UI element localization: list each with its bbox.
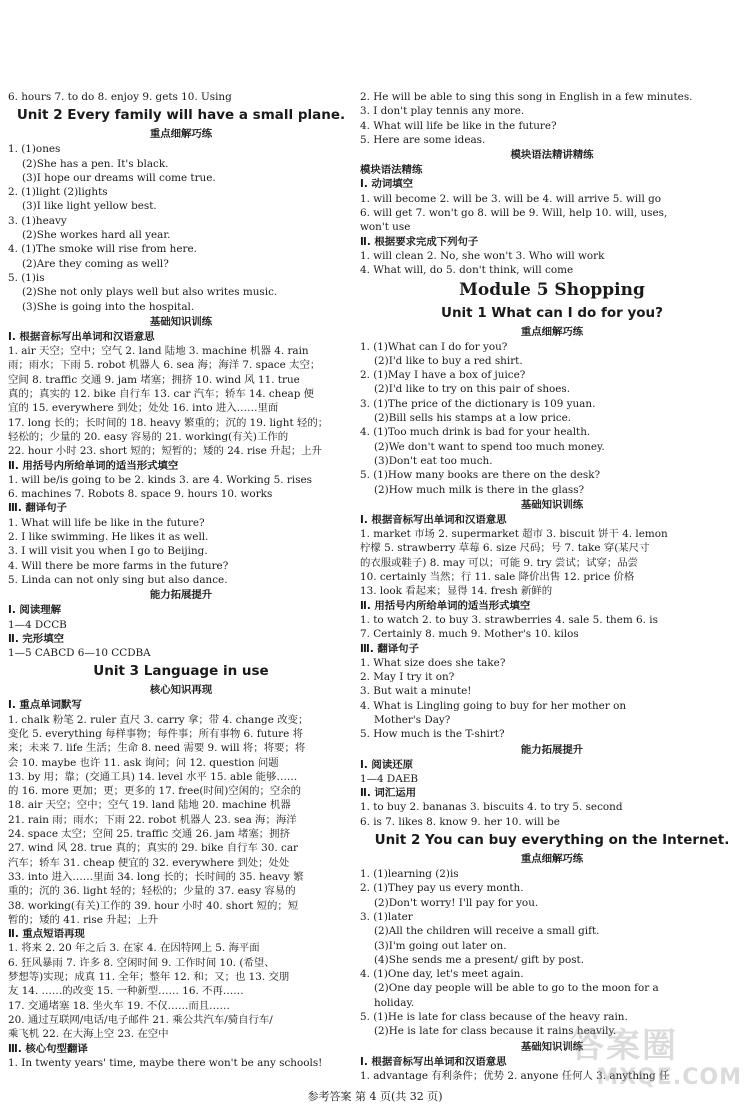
answer-line: 的 16. more 更加；更；更多的 17. free(时间)空闲的；空余的	[8, 785, 302, 798]
answer-line: 真的；真实的 12. bike 自行车 13. car 汽车；轿车 14. cheap 便	[8, 388, 315, 401]
answer-line: 4. What is Lingling going to buy for her mother on	[360, 699, 627, 712]
exercise-heading: Ⅱ. 完形填空	[8, 632, 64, 645]
answer-line: 汽车；轿车 31. cheap 便宜的 32. everywhere 到处；处处	[8, 856, 290, 869]
answer-line: 轻松的；少量的 20. easy 容易的 21. working(有关)工作的	[8, 430, 289, 443]
answer-line: 6. machines 7. Robots 8. space 9. hours 10. works	[8, 488, 273, 501]
answer-line: 17. 交通堵塞 18. 坐火车 19. 不仅……而且……	[8, 999, 230, 1012]
answer-line: 1. air 天空；空中；空气 2. land 陆地 3. machine 机器 4. rain	[8, 345, 309, 358]
answer-line: 13. look 看起来；显得 14. fresh 新鲜的	[360, 585, 553, 598]
answer-line: 27. wind 风 28. true 真的；真实的 29. bike 自行车 30. car	[8, 842, 298, 855]
exercise-heading: Ⅰ. 根据音标写出单词和汉语意思	[360, 513, 507, 526]
answer-line: 会 10. maybe 也许 11. ask 询问；问 12. question 问题	[8, 756, 279, 769]
section-heading: 能力拓展提升	[149, 589, 213, 602]
answer-line: holiday.	[374, 996, 415, 1009]
answer-line: 1. 将来 2. 20 年之后 3. 在家 4. 在因特网上 5. 海平面	[8, 942, 260, 955]
answer-line: 1. market 市场 2. supermarket 超市 3. biscuit 饼干 4. lemon	[360, 528, 668, 541]
answer-line: 4. (1)The smoke will rise from here.	[8, 243, 197, 256]
watermark-logo	[570, 1026, 742, 1096]
answer-line: 5. (1)He is late for class because of the heavy rain.	[360, 1011, 628, 1024]
answer-line: 6. is 7. likes 8. know 9. her 10. will be	[360, 815, 560, 828]
exercise-heading: Ⅱ. 用括号内所给单词的适当形式填空	[8, 459, 179, 472]
answer-line: (2)Are they coming as well?	[22, 257, 169, 270]
exercise-heading: Ⅱ. 根据要求完成下列句子	[360, 235, 479, 248]
answer-line: 22. hour 小时 23. short 短的；短暂的；矮的 24. rise 升起；上升	[8, 445, 323, 458]
answer-line: (3)I hope our dreams will come true.	[22, 171, 216, 184]
answer-line: 1. What will life be like in the future?	[8, 516, 205, 529]
answer-line: (3)Don't eat too much.	[374, 454, 493, 467]
answer-line: (4)She sends me a present/ gift by post.	[374, 953, 585, 966]
left-column	[8, 90, 354, 1070]
watermark-domain: MXQE.COM	[596, 1065, 742, 1090]
answer-line: 柠檬 5. strawberry 草莓 6. size 尺码；号 7. take 穿(某尺寸	[360, 542, 650, 555]
answer-line: (2)One day people will be able to go to the moon for a	[374, 982, 659, 995]
unit-heading: Unit 2 You can buy everything on the Internet.	[374, 832, 730, 849]
answer-line: 友 14. ……的改变 15. 一种新型…… 16. 不再……	[8, 985, 244, 998]
section-heading: 能力拓展提升	[520, 743, 584, 756]
right-column	[360, 90, 744, 1083]
answer-line: 33. into 进入……里面 34. long 长的；长时间的 35. heavy 繁	[8, 870, 304, 883]
section-heading: 核心知识再现	[149, 684, 213, 697]
answer-line: 2. May I try it on?	[360, 671, 455, 684]
answer-line: (2)I'd like to try on this pair of shoes.	[374, 383, 571, 396]
answer-line: (2)He is late for class because it rains heavily.	[374, 1025, 617, 1038]
section-heading: 重点细解巧练	[149, 128, 213, 141]
answer-line: 乘飞机 22. 在大海上空 23. 在空中	[8, 1028, 169, 1041]
answer-line: 3. (1)later	[360, 910, 413, 923]
exercise-heading: Ⅱ. 重点短语再现	[8, 928, 85, 941]
exercise-heading: Ⅰ. 根据音标写出单词和汉语意思	[360, 1055, 507, 1068]
answer-line: 18. air 天空；空中；空气 19. land 陆地 20. machine 机器	[8, 799, 291, 812]
answer-line: 梦想等)实现；成真 11. 全年；整年 12. 和；又；也 13. 交朋	[8, 971, 290, 984]
answer-line: 17. long 长的；长时间的 18. heavy 繁重的；沉的 19. light 轻的；	[8, 416, 329, 429]
answer-line: 5. (1)is	[8, 271, 45, 284]
answer-line: 3. I don't play tennis any more.	[360, 105, 525, 118]
answer-line: 2. He will be able to sing this song in English in a few minutes.	[360, 91, 693, 103]
answer-line: 24. space 太空；空间 25. traffic 交通 26. jam 堵塞；拥挤	[8, 828, 290, 841]
answer-line: 2. I like swimming. He likes it as well.	[8, 531, 209, 544]
exercise-heading: Ⅱ. 用括号内所给单词的适当形式填空	[360, 599, 531, 612]
answer-line: (2)Bill sells his stamps at a low price.	[374, 412, 572, 425]
answer-line: 1. will become 2. will be 3. will be 4. will arrive 5. will go	[360, 192, 661, 205]
answer-line: 13. by 用；靠；(交通工具) 14. level 水平 15. able 能够……	[8, 770, 298, 783]
unit-heading: Unit 1 What can I do for you?	[440, 304, 664, 321]
answer-line: 5. Here are some ideas.	[360, 133, 486, 146]
answer-line: 7. Certainly 8. much 9. Mother's 10. kilos	[360, 628, 579, 641]
answer-line: Mother's Day?	[374, 713, 451, 726]
answer-line: 1. (1)learning (2)is	[360, 868, 459, 881]
exercise-heading: Ⅰ. 动词填空	[360, 178, 413, 191]
answer-line: 3. I will visit you when I go to Beijing.	[8, 545, 208, 558]
section-heading: 基础知识训练	[520, 1040, 584, 1053]
exercise-heading: Ⅲ. 核心句型翻译	[8, 1042, 88, 1055]
answer-line: 5. Linda can not only sing but also dance.	[8, 573, 228, 586]
answer-line: 4. (1)Too much drink is bad for your health.	[360, 426, 591, 439]
exercise-heading: Ⅰ. 阅读还原	[360, 758, 413, 771]
answer-line: 1. advantage 有利条件；优势 2. anyone 任何人 3. anything 任	[360, 1069, 670, 1082]
answer-line: 2. (1)May I have a box of juice?	[360, 369, 526, 382]
section-heading: 重点细解巧练	[520, 325, 584, 338]
unit-heading: Unit 3 Language in use	[93, 663, 269, 680]
answer-line: 的衣服或鞋子) 8. may 可以；可能 9. try 尝试；试穿；品尝	[360, 556, 639, 569]
answer-line: (3)She is going into the hospital.	[22, 300, 195, 313]
exercise-heading: Ⅲ. 翻译句子	[8, 502, 67, 515]
watermark-text: 答案圈	[570, 1026, 678, 1066]
answer-line: 1. What size does she take?	[360, 656, 506, 669]
answer-line: 1. (1)What can I do for you?	[360, 340, 508, 353]
answer-line: (2)She not only plays well but also writes music.	[22, 286, 278, 299]
answer-line: 1. chalk 粉笔 2. ruler 直尺 3. carry 拿；带 4. change 改变；	[8, 713, 309, 726]
answer-line: (2)She workes hard all year.	[22, 229, 171, 242]
answer-line: 重的；沉的 36. light 轻的；轻松的；少量的 37. easy 容易的	[8, 885, 296, 898]
answer-line: 1. In twenty years' time, maybe there won't be any schools!	[8, 1056, 323, 1069]
exercise-heading: Ⅱ. 词汇运用	[360, 787, 416, 800]
answer-line: 3. But wait a minute!	[360, 685, 472, 698]
answer-line: 4. What will, do 5. don't think, will come	[360, 264, 574, 277]
answer-line: 3. (1)The price of the dictionary is 109 yuan.	[360, 397, 596, 410]
answer-line: 1—4 DAEB	[360, 772, 418, 785]
answer-line: 雨；雨水；下雨 5. robot 机器人 6. sea 海；海洋 7. space 太空；	[8, 359, 321, 372]
answer-line: 2. (1)light (2)lights	[8, 186, 108, 199]
answer-line: (2)We don't want to spend too much money.	[374, 440, 605, 453]
answer-line: won't use	[360, 221, 411, 234]
answer-line: (3)I'm going out later on.	[374, 939, 507, 952]
answer-line: 10. certainly 当然；行 11. sale 降价出售 12. price 价格	[360, 571, 635, 584]
answer-line: (3)I like light yellow best.	[22, 200, 157, 213]
section-heading: 基础知识训练	[520, 498, 584, 511]
answer-line: (2)She has a pen. It's black.	[22, 157, 169, 170]
answer-line: 变化 5. everything 每样事物；每件事；所有事物 6. future 将	[8, 727, 303, 740]
section-heading: 基础知识训练	[149, 315, 213, 328]
section-heading: 重点细解巧练	[520, 853, 584, 866]
answer-line: (2)All the children will receive a small gift.	[374, 925, 600, 938]
answer-line: (2)How much milk is there in the glass?	[374, 483, 585, 496]
answer-line: 4. Will there be more farms in the future?	[8, 559, 229, 572]
answer-line: 6. 狂风暴雨 7. 许多 8. 空闲时间 9. 工作时间 10. (希望、	[8, 956, 275, 969]
answer-line: 1. will clean 2. No, she won't 3. Who will work	[360, 249, 605, 262]
answer-line: 1. to watch 2. to buy 3. strawberries 4. sale 5. them 6. is	[360, 613, 658, 626]
module-heading: Module 5 Shopping	[459, 279, 645, 300]
answer-line: 暂的；矮的 41. rise 升起；上升	[8, 913, 159, 926]
answer-line: 5. (1)How many books are there on the desk?	[360, 469, 601, 482]
exercise-heading: 模块语法精练	[360, 164, 423, 177]
answer-line: 来；未来 7. life 生活；生命 8. need 需要 9. will 将；将要；将	[8, 742, 306, 755]
answer-line: 6. will get 7. won't go 8. will be 9. Will, help 10. will, uses,	[360, 207, 668, 220]
exercise-heading: Ⅰ. 根据音标写出单词和汉语意思	[8, 330, 155, 343]
answer-line: 6. hours 7. to do 8. enjoy 9. gets 10. Using	[8, 91, 232, 103]
answer-line: 1. will be/is going to be 2. kinds 3. are 4. Working 5. rises	[8, 473, 313, 486]
answer-line: 1. to buy 2. bananas 3. biscuits 4. to try 5. second	[360, 801, 623, 814]
section-heading: 模块语法精讲精练	[510, 149, 594, 162]
answer-line: (2)Don't worry! I'll pay for you.	[374, 896, 539, 909]
answer-line: 宜的 15. everywhere 到处；处处 16. into 进入……里面	[8, 402, 279, 415]
answer-line: 4. (1)One day, let's meet again.	[360, 968, 524, 981]
unit-heading: Unit 2 Every family will have a small plane.	[16, 107, 346, 124]
answer-line: 21. rain 雨；雨水；下雨 22. robot 机器人 23. sea 海；海洋	[8, 813, 297, 826]
answer-line: 1. (1)ones	[8, 143, 61, 156]
answer-line: 4. What will life be like in the future?	[360, 119, 557, 132]
answer-line: 空间 8. traffic 交通 9. jam 堵塞；拥挤 10. wind 风 11. true	[8, 373, 300, 386]
answer-line: (2)I'd like to buy a red shirt.	[374, 354, 523, 367]
exercise-heading: Ⅰ. 重点单词默写	[8, 699, 82, 712]
answer-line: 5. How much is the T-shirt?	[360, 728, 505, 741]
answer-line: 3. (1)heavy	[8, 214, 67, 227]
answer-line: 2. (1)They pay us every month.	[360, 882, 524, 895]
page-footer: 参考答案 第 4 页(共 32 页)	[307, 1090, 443, 1103]
answer-line: 38. working(有关)工作的 39. hour 小时 40. short 短的；短	[8, 899, 299, 912]
exercise-heading: Ⅰ. 阅读理解	[8, 604, 61, 617]
exercise-heading: Ⅲ. 翻译句子	[360, 642, 419, 655]
answer-line: 20. 通过互联网/电话/电子邮件 21. 乘公共汽车/骑自行车/	[8, 1013, 273, 1026]
answer-line: 1—4 DCCB	[8, 618, 67, 631]
answer-line: 1—5 CABCD 6—10 CCDBA	[8, 647, 151, 660]
